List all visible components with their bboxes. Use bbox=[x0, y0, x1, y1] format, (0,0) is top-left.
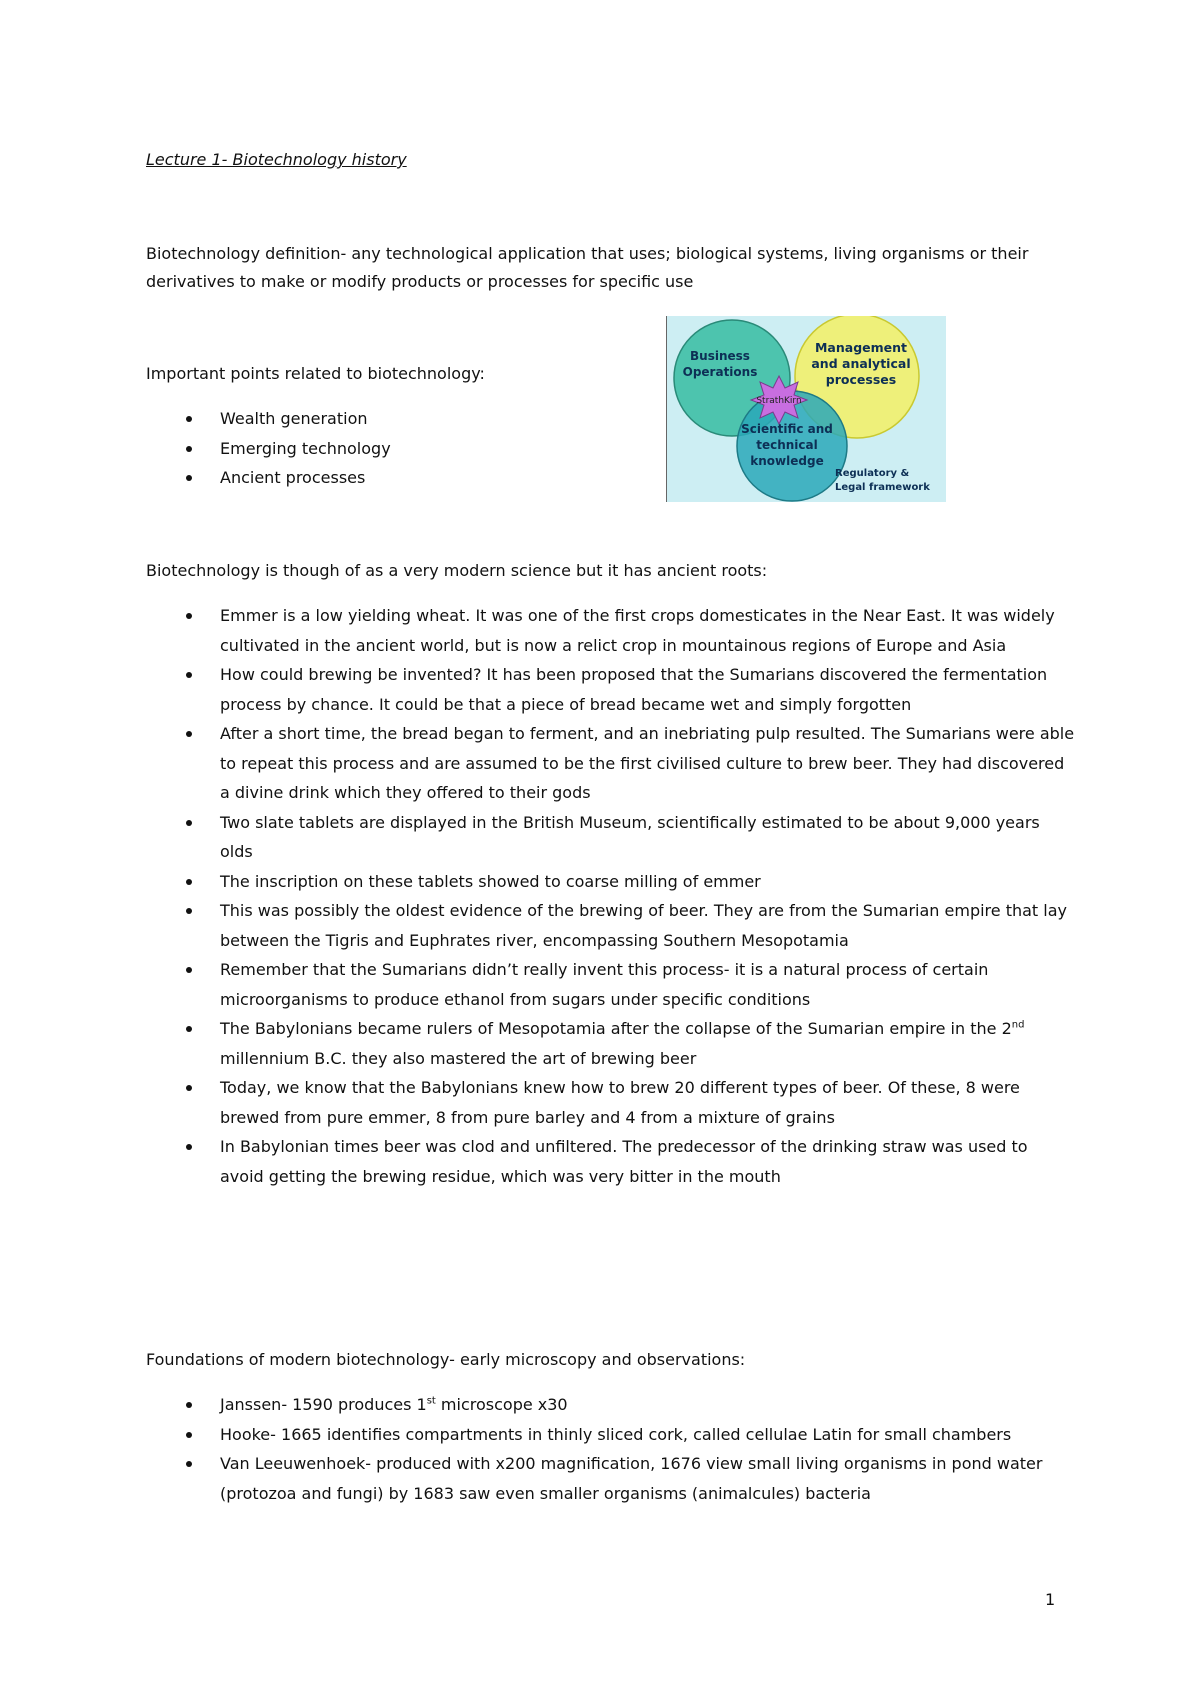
list-item: How could brewing be invented? It has been proposed that the Sumarians discovered the fermentation process by chance. It could be that a piece of bread became wet and simply forgotten bbox=[146, 660, 1076, 719]
lecture-title: Lecture 1- Biotechnology history bbox=[146, 150, 407, 169]
framework-label-line1: Regulatory & bbox=[835, 468, 910, 479]
text-segment: microscope x30 bbox=[435, 1395, 568, 1414]
framework-label-line2: Legal framework bbox=[835, 482, 930, 493]
list-item: In Babylonian times beer was clod and unfiltered. The predecessor of the drinking straw was used to avoid getting the brewing residue, which was very bitter in the mouth bbox=[146, 1132, 1076, 1191]
management-label-line2: and analytical bbox=[811, 356, 911, 371]
scientific-label-line2: technical bbox=[756, 438, 818, 452]
foundations-list bbox=[146, 1390, 1076, 1508]
important-points-list bbox=[146, 404, 391, 493]
list-item: The inscription on these tablets showed to coarse milling of emmer bbox=[146, 867, 1076, 897]
list-item: Emmer is a low yielding wheat. It was one of the first crops domesticates in the Near East. It was widely cultivated in the ancient world, but is now a relict crop in mountainous regions of Europe and Asia bbox=[146, 601, 1076, 660]
foundations-heading: Foundations of modern biotechnology- early microscopy and observations: bbox=[146, 1350, 746, 1369]
list-item: After a short time, the bread began to ferment, and an inebriating pulp resulted. The Sumarians were able to repeat this process and are assumed to be the first civilised culture to brew beer. They had discovered a divine drink which they offered to their gods bbox=[146, 719, 1076, 808]
list-item: Emerging technology bbox=[146, 434, 391, 464]
list-item: Van Leeuwenhoek- produced with x200 magnification, 1676 view small living organisms in pond water (protozoa and fungi) by 1683 saw even smaller organisms (animalcules) bacteria bbox=[146, 1449, 1076, 1508]
list-item bbox=[146, 1390, 1076, 1420]
star-label: StrathKirn bbox=[756, 396, 802, 406]
management-label-line3: processes bbox=[825, 372, 897, 387]
text-segment: The Babylonians became rulers of Mesopotamia after the collapse of the Sumarian empire in the 2 bbox=[220, 1019, 1012, 1038]
scientific-label-line3: knowledge bbox=[750, 454, 824, 468]
list-item: This was possibly the oldest evidence of the brewing of beer. They are from the Sumarian empire that lay between the Tigris and Euphrates river, encompassing Southern Mesopotamia bbox=[146, 896, 1076, 955]
definition-paragraph: Biotechnology definition- any technological application that uses; biological systems, living organisms or their derivatives to make or modify products or processes for specific use bbox=[146, 244, 1029, 291]
management-label-line1: Management bbox=[814, 340, 908, 355]
list-item: Today, we know that the Babylonians knew how to brew 20 different types of beer. Of these, 8 were brewed from pure emmer, 8 from pure barley and 4 from a mixture of grains bbox=[146, 1073, 1076, 1132]
list-item bbox=[146, 1014, 1076, 1073]
list-item: Remember that the Sumarians didn’t really invent this process- it is a natural process of certain microorganisms to produce ethanol from sugars under specific conditions bbox=[146, 955, 1076, 1014]
text-segment: millennium B.C. they also mastered the art of brewing beer bbox=[220, 1048, 697, 1068]
list-item: Hooke- 1665 identifies compartments in thinly sliced cork, called cellulae Latin for small chambers bbox=[146, 1420, 1076, 1450]
list-item: Two slate tablets are displayed in the British Museum, scientifically estimated to be about 9,000 years olds bbox=[146, 808, 1076, 867]
list-item: Wealth generation bbox=[146, 404, 391, 434]
text-segment: Janssen- 1590 produces 1 bbox=[220, 1395, 427, 1414]
scientific-label-line1: Scientific and bbox=[741, 422, 833, 436]
list-item: Ancient processes bbox=[146, 463, 391, 493]
superscript: st bbox=[426, 1395, 436, 1407]
ancient-roots-list bbox=[146, 601, 1076, 1191]
important-points-heading: Important points related to biotechnology: bbox=[146, 364, 485, 383]
page-number: 1 bbox=[1045, 1590, 1056, 1609]
ancient-roots-heading: Biotechnology is though of as a very modern science but it has ancient roots: bbox=[146, 561, 768, 580]
business-label-line1: Business bbox=[690, 349, 750, 363]
business-label-line2: Operations bbox=[682, 365, 758, 379]
venn-diagram-figure bbox=[666, 316, 946, 502]
superscript: nd bbox=[1011, 1019, 1025, 1031]
